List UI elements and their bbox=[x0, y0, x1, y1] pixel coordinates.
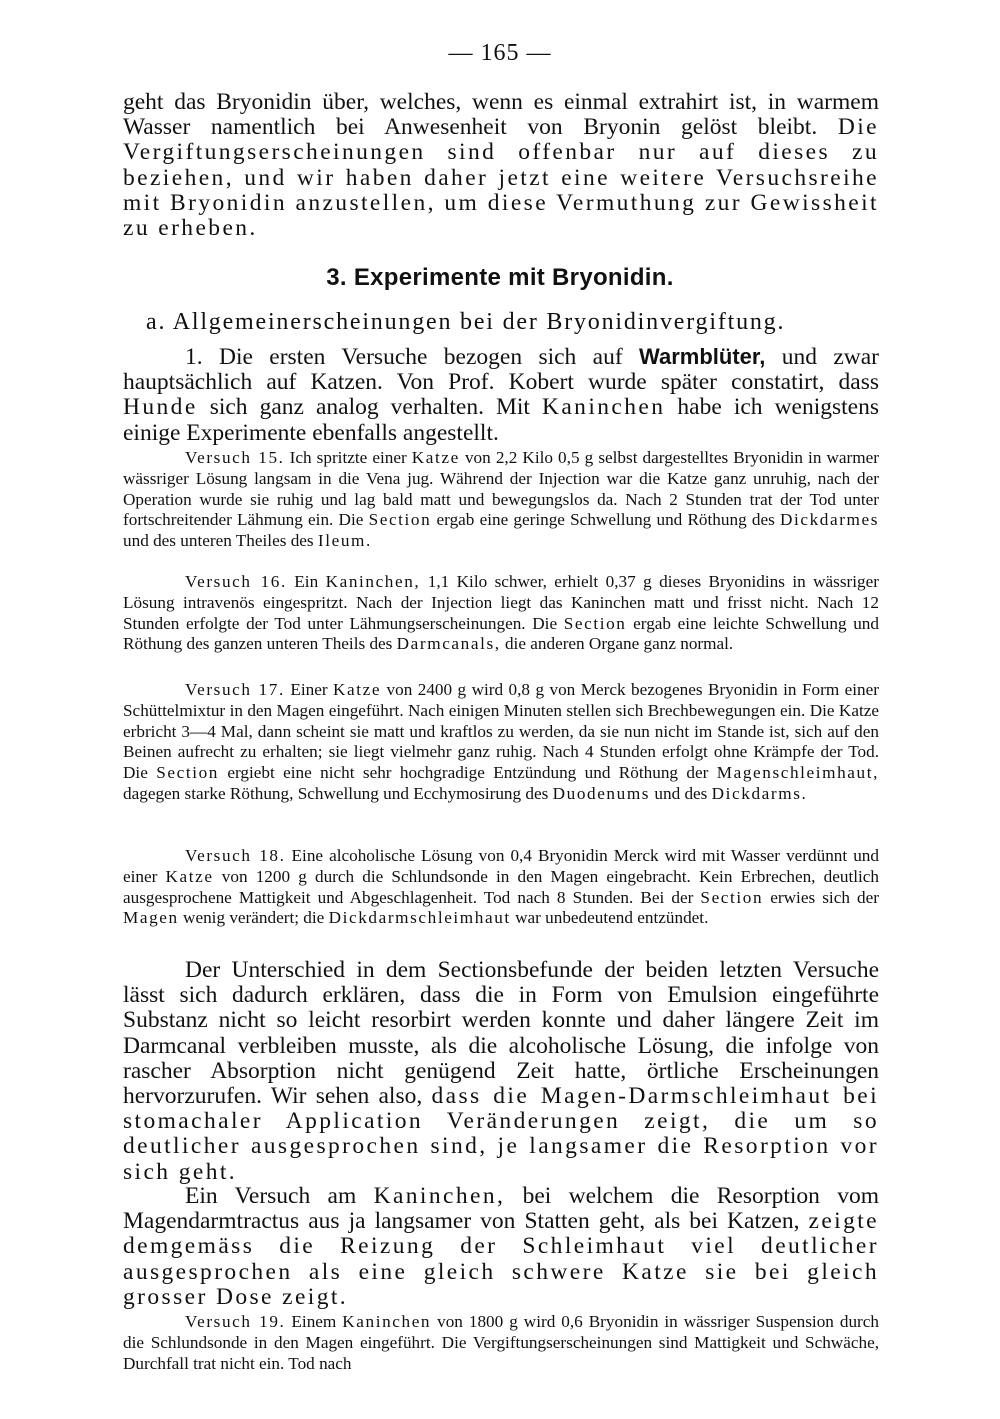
paragraph-warmblueter bbox=[123, 344, 879, 446]
spaced-term: Katze bbox=[411, 448, 460, 467]
experiment-label: Versuch 19. bbox=[185, 1312, 286, 1331]
spaced-term: Kaninchen, bbox=[373, 1183, 506, 1209]
spaced-term: Duodenums bbox=[552, 783, 651, 803]
text-run: Eine alcoholische Lösung von 0,4 Bryonidin Merck wird mit Wasser verdünnt und einer bbox=[123, 846, 879, 886]
page-number: — 165 — bbox=[448, 40, 552, 66]
text-run: von 2400 g wird 0,8 g von Merck bezogenes Bryonidin in Form einer Schüttelmixtur in den Magen eingeführt. Nach einigen Minuten stellen sich Brechbewegungen ein. Die Katze erbricht 3—4 Mal, dann scheint sie matt und kraftlos zu werden, da sie nun nicht im Stande ist, sich auf den Beinen aufrecht zu erhalten; sie liegt vielmehr ganz ruhig. Nach 4 Stunden erfolgt ohne Krämpfe der Tod. Die bbox=[123, 680, 879, 783]
spaced-term: Magenschleimhaut, bbox=[716, 763, 879, 783]
experiment-label: Versuch 18. bbox=[185, 846, 286, 865]
experiment-16 bbox=[123, 572, 879, 655]
text-run: war unbedeutend entzündet. bbox=[510, 908, 709, 928]
subsection-heading: a. Allgemeinerscheinungen bei der Bryonidinvergiftung. bbox=[146, 309, 786, 335]
spaced-term: Hunde bbox=[123, 394, 198, 421]
spaced-term: Section bbox=[368, 510, 432, 530]
experiment-label: Versuch 15. bbox=[185, 448, 285, 467]
spaced-term: Kaninchen bbox=[541, 394, 666, 421]
bold-term: Warmblüter, bbox=[639, 344, 766, 369]
spaced-term: Darmcanals, bbox=[396, 634, 501, 654]
section-heading: 3. Experimente mit Bryonidin. bbox=[326, 264, 674, 291]
text-run: und zwar hauptsächlich auf Katzen. Von Prof. Kobert wurde später constatirt, dass bbox=[123, 344, 879, 396]
experiment-19 bbox=[123, 1312, 879, 1374]
spaced-term: Section bbox=[563, 613, 627, 633]
text-run: sich ganz analog verhalten. Mit bbox=[197, 394, 542, 421]
spaced-term: Magen bbox=[123, 908, 179, 928]
spaced-emphasis: dass die Magen-Darmschleimhaut bei stomachaler Application Veränderungen zeigt, die um so deutlicher ausgesprochen sind, je langsamer die Resorption vor sich geht. bbox=[123, 1083, 879, 1185]
spaced-term: Ileum. bbox=[317, 531, 372, 551]
text-run: Der Unterschied in dem Sectionsbefunde der beiden letzten Versuche lässt sich dadurch erklären, dass die in Form von Emulsion eingeführte Substanz nicht so leicht resorbirt werden konnte und daher längere Zeit im Darmcanal verbleiben musste, als die alcoholische Lösung, die infolge von rascher Absorption nicht genügend Zeit hatte, örtliche Erscheinungen hervorzurufen. Wir sehen also, bbox=[123, 957, 879, 1110]
spaced-term: Kaninchen, bbox=[325, 572, 421, 591]
spaced-term: Section bbox=[700, 887, 764, 907]
intro-text-1: geht das Bryonidin über, welches, wenn es einmal extrahirt ist, in warmem Wasser namentlich bei Anwesenheit von Bryonin gelöst bleibt. bbox=[123, 89, 879, 141]
text-run: Ein Versuch am bbox=[185, 1183, 374, 1209]
text-run: von 1800 g wird 0,6 Bryonidin in wässriger Suspension durch die Schlundsonde in den Magen eingeführt. Die Vergiftungserscheinungen sind Mattigkeit und Schwäche, Durchfall trat nicht ein. Tod nach bbox=[123, 1312, 880, 1373]
spaced-term: Katze bbox=[165, 866, 214, 886]
experiment-18 bbox=[123, 846, 879, 929]
text-run: bei welchem die Resorption vom Magendarmtractus aus ja langsamer von Statten geht, als bei Katzen, bbox=[123, 1183, 879, 1235]
experiment-15 bbox=[123, 448, 879, 552]
paragraph-intro bbox=[123, 90, 879, 241]
spaced-emphasis: zeigte demgemäss die Reizung der Schleimhaut viel deutlicher ausgesprochen als eine gleich schwere Katze sie bei gleich grosser Dose zeigt. bbox=[123, 1208, 879, 1310]
experiment-label: Versuch 16. bbox=[185, 572, 287, 591]
spaced-term: Dickdarms. bbox=[711, 783, 808, 803]
text-run: wenig verändert; die bbox=[178, 908, 329, 928]
text-run: dagegen starke Röthung, Schwellung und Ecchymosirung des bbox=[123, 783, 553, 803]
text-run: habe ich wenigstens einige Experimente ebenfalls angestellt. bbox=[123, 394, 879, 446]
text-run: ergab eine leichte Schwellung und Röthung des ganzen unteren Theils des bbox=[123, 613, 879, 654]
text-run: die anderen Organe ganz normal. bbox=[500, 634, 734, 654]
text-run: erwies sich der bbox=[763, 887, 879, 907]
spaced-term: Section bbox=[156, 763, 219, 783]
spaced-term: Dickdarmschleimhaut bbox=[328, 908, 511, 928]
experiment-17 bbox=[123, 680, 879, 805]
text-run: Ich spritzte einer bbox=[284, 448, 412, 467]
intro-text-spaced: Die Vergiftungserscheinungen sind offenbar nur auf dieses zu beziehen, und wir haben daher jetzt eine weitere Versuchsreihe mit Bryonidin anzustellen, um diese Vermuthung zur Gewissheit zu erheben. bbox=[123, 114, 879, 242]
text-run: ergiebt eine nicht sehr hochgradige Entzündung und Röthung der bbox=[218, 763, 717, 783]
text-run: Einer bbox=[284, 680, 333, 699]
text-run: Einem bbox=[285, 1312, 343, 1331]
paragraph-kaninchen bbox=[123, 1184, 879, 1310]
text-run: 1,1 Kilo schwer, erhielt 0,37 g dieses Bryonidins in wässriger Lösung intravenös eingespritzt. Nach der Injection liegt das Kaninchen matt und frisst nicht. Nach 12 Stunden erfolgte der Tod unter Lähmungserscheinungen. Die bbox=[123, 572, 880, 633]
spaced-term: Katze bbox=[333, 680, 382, 699]
spaced-term: Kaninchen bbox=[342, 1312, 432, 1331]
text-run: ergab eine geringe Schwellung und Röthung des bbox=[431, 510, 780, 530]
text-run: und des unteren Theiles des bbox=[123, 531, 318, 551]
experiment-label: Versuch 17. bbox=[185, 680, 285, 699]
text-run: von 1200 g durch die Schlundsonde in den Magen eingebracht. Kein Erbrechen, deutlich ausgesprochene Mattigkeit und Abgeschlagenheit. Tod nach 8 Stunden. Bei der bbox=[123, 866, 879, 907]
paragraph-unterschied bbox=[123, 958, 879, 1185]
text-run: Ein bbox=[286, 572, 326, 591]
spaced-term: Dickdarmes bbox=[779, 510, 880, 530]
text-run: und des bbox=[650, 783, 712, 803]
text-run: von 2,2 Kilo 0,5 g selbst dargestelltes Bryonidin in warmer wässriger Lösung langsam in die Vena jug. Während der Injection war die Katze ganz unruhig, nach der Operation wurde sie ruhig und lag bald matt und bewegungslos da. Nach 2 Stunden trat der Tod unter fortschreitender Lähmung ein. Die bbox=[123, 448, 879, 530]
text-run: 1. Die ersten Versuche bezogen sich auf bbox=[185, 344, 640, 370]
